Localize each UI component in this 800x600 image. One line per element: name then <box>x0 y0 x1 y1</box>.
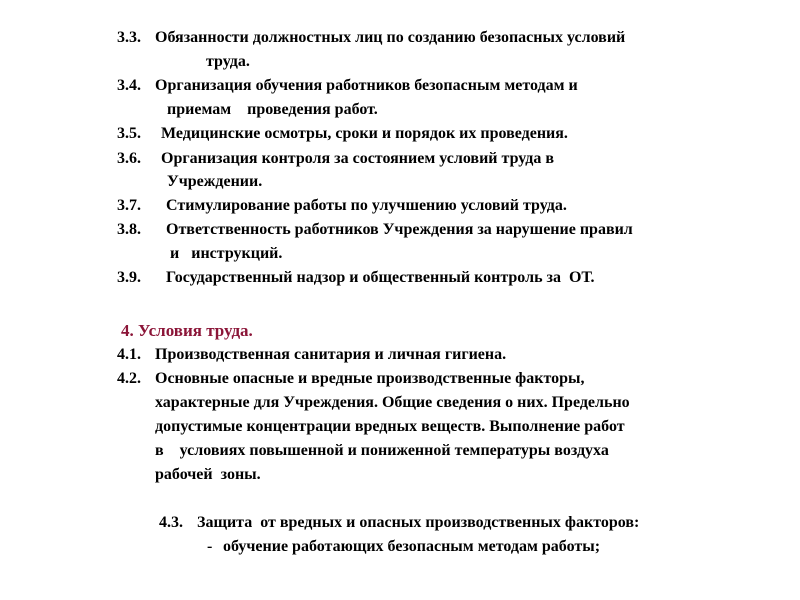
item-4-2-text-cont: допустимые концентрации вредных веществ. Выполнение работ <box>155 418 625 435</box>
item-3-6-number: 3.6. <box>117 150 141 167</box>
item-3-7-text: Стимулирование работы по улучшению условий труда. <box>166 197 567 214</box>
item-3-5-text: Медицинские осмотры, сроки и порядок их проведения. <box>161 125 568 142</box>
item-3-4-text: Организация обучения работников безопасным методам и <box>155 77 578 94</box>
item-3-8-number: 3.8. <box>117 221 141 238</box>
item-3-9-number: 3.9. <box>117 269 141 286</box>
item-4-2-text-cont: рабочей зоны. <box>155 466 261 483</box>
item-3-4-text-cont: приемам проведения работ. <box>167 101 378 118</box>
item-3-6-text-cont: Учреждении. <box>167 173 263 190</box>
section-4-heading: 4. Условия труда. <box>121 321 253 340</box>
item-4-2-text-cont: в условиях повышенной и пониженной температуры воздуха <box>155 442 609 459</box>
item-4-2-text: Основные опасные и вредные производственные факторы, <box>155 370 585 387</box>
item-3-3-text: Обязанности должностных лиц по созданию безопасных условий <box>155 29 626 46</box>
item-4-2-text-cont: характерные для Учреждения. Общие сведения о них. Предельно <box>155 394 630 411</box>
item-3-7-number: 3.7. <box>117 197 141 214</box>
item-3-8-text: Ответственность работников Учреждения за нарушение правил <box>166 221 633 238</box>
item-3-9-text: Государственный надзор и общественный контроль за ОТ. <box>166 269 595 286</box>
item-3-6-text: Организация контроля за состоянием условий труда в <box>161 150 554 167</box>
item-3-3-number: 3.3. <box>117 29 141 46</box>
item-4-1-text: Производственная санитария и личная гигиена. <box>155 346 507 363</box>
item-4-1-number: 4.1. <box>117 346 141 363</box>
item-3-4-number: 3.4. <box>117 77 141 94</box>
item-4-3-number: 4.3. <box>159 514 183 531</box>
item-4-2-number: 4.2. <box>117 370 141 387</box>
bullet-marker: - <box>207 538 213 555</box>
item-4-3-text: Защита от вредных и опасных производственных факторов: <box>197 514 640 531</box>
item-3-5-number: 3.5. <box>117 125 141 142</box>
bullet-item-text: обучение работающих безопасным методам работы; <box>223 538 601 555</box>
item-3-3-text-cont: труда. <box>206 53 250 70</box>
item-3-8-text-cont: и инструкций. <box>170 245 283 262</box>
